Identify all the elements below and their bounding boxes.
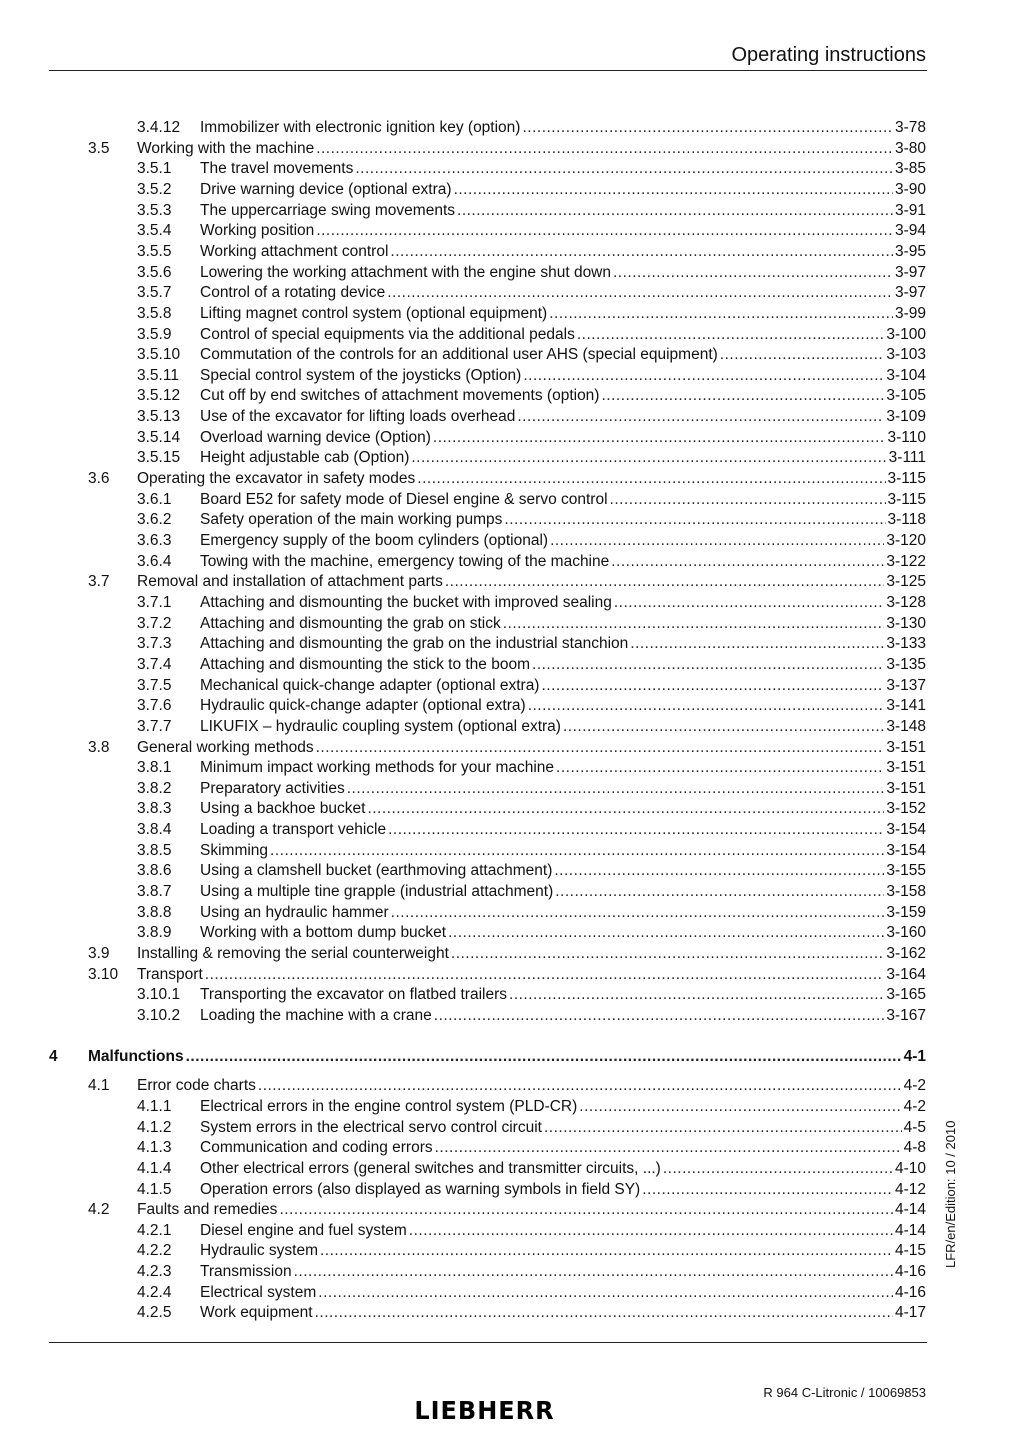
dot-leader — [451, 944, 884, 964]
toc-entry[interactable] — [0, 655, 1024, 675]
toc-entry-page: 3-97 — [894, 284, 926, 302]
toc-entry[interactable] — [0, 221, 1024, 241]
toc-entry-number: 3.8.7 — [137, 883, 172, 901]
toc-entry-page: 3-164 — [886, 965, 926, 983]
toc-entry[interactable] — [0, 283, 1024, 303]
dot-leader — [541, 676, 884, 696]
toc-entry-number: 3.8.6 — [137, 862, 172, 880]
toc-entry-page: 3-90 — [894, 180, 926, 198]
toc-entry[interactable] — [0, 903, 1024, 923]
toc-entry-number: 3.5.3 — [137, 201, 172, 219]
toc-entry[interactable] — [0, 490, 1024, 510]
dot-leader — [320, 1241, 893, 1261]
toc-entry-number: 4 — [49, 1047, 58, 1065]
logo-text: LIEBHERR — [414, 1396, 555, 1422]
toc-entry[interactable] — [0, 1118, 1024, 1138]
dot-leader — [186, 1047, 902, 1067]
toc-entry-number: 3.5.8 — [137, 304, 172, 322]
toc-entry-title: Malfunctions — [88, 1047, 184, 1065]
dot-leader — [411, 448, 886, 468]
dot-leader — [316, 221, 893, 241]
toc-entry-title: Working with a bottom dump bucket — [200, 924, 447, 942]
toc-entry-page: 4-8 — [903, 1139, 926, 1157]
dot-leader — [258, 1076, 902, 1096]
toc-entry-number: 3.7.4 — [137, 655, 172, 673]
toc-entry-title: Working with the machine — [137, 139, 315, 157]
toc-entry-title: Hydraulic system — [200, 1242, 318, 1260]
toc-entry[interactable] — [0, 799, 1024, 819]
dot-leader — [417, 469, 885, 489]
toc-entry-number: 4.1 — [88, 1077, 110, 1095]
toc-entry-number: 3.6.3 — [137, 532, 172, 549]
toc-entry-number: 3.5.12 — [137, 387, 181, 405]
toc-entry[interactable] — [0, 696, 1024, 716]
dot-leader — [522, 118, 893, 138]
toc-entry-title: Using a backhoe bucket — [200, 800, 366, 818]
toc-entry-page: 3-111 — [888, 449, 926, 467]
toc-entry[interactable] — [0, 325, 1024, 345]
toc-entry-page: 3-155 — [886, 862, 926, 880]
toc-entry-page: 4-2 — [903, 1077, 926, 1095]
toc-entry[interactable] — [0, 841, 1024, 861]
toc-entry-number: 3.5.13 — [137, 408, 181, 426]
toc-entry-title: Attaching and dismounting the bucket with improved sealing — [200, 593, 612, 611]
dot-leader — [663, 1159, 893, 1179]
toc-entry-page: 3-78 — [894, 119, 926, 136]
toc-entry-title: Other electrical errors (general switches and transmitter circuits, ...) — [200, 1159, 661, 1177]
toc-entry[interactable] — [0, 861, 1024, 881]
toc-entry[interactable] — [0, 965, 1024, 985]
toc-entry-page: 3-135 — [886, 655, 926, 673]
toc-entry-number: 3.7 — [88, 573, 110, 591]
toc-entry-number: 3.6.2 — [137, 511, 172, 529]
toc-entry[interactable] — [0, 345, 1024, 365]
dot-leader — [454, 180, 893, 200]
dot-leader — [355, 159, 893, 179]
toc-entry-page: 3-85 — [894, 160, 926, 178]
toc-entry[interactable] — [0, 1180, 1024, 1200]
toc-entry-page: 3-125 — [886, 573, 926, 591]
dot-leader — [347, 779, 885, 799]
toc-entry-page: 3-100 — [886, 325, 926, 343]
toc-entry-number: 3.5.6 — [137, 263, 172, 281]
toc-entry-title: System errors in the electrical servo control circuit — [200, 1118, 542, 1136]
toc-entry-page: 4-14 — [894, 1221, 926, 1239]
dot-leader — [316, 139, 893, 159]
toc-entry-title: Electrical errors in the engine control system (PLD-CR) — [200, 1097, 578, 1115]
toc-entry-page: 3-128 — [886, 593, 926, 611]
toc-entry-page: 3-165 — [886, 986, 926, 1004]
dot-leader — [549, 304, 893, 324]
toc-entry-number: 3.8.1 — [137, 759, 172, 777]
dot-leader — [517, 407, 884, 427]
dot-leader — [205, 965, 885, 985]
toc-entry-title: Error code charts — [137, 1077, 256, 1095]
toc-entry-title: General working methods — [137, 738, 314, 756]
toc-entry-page: 3-152 — [886, 800, 926, 818]
toc-entry-page: 3-141 — [886, 697, 926, 715]
toc-entry[interactable] — [0, 242, 1024, 262]
toc-entry[interactable] — [0, 1200, 1024, 1220]
toc-entry-page: 3-94 — [894, 222, 926, 240]
toc-entry-page: 3-104 — [886, 366, 926, 384]
toc-entry[interactable] — [0, 676, 1024, 696]
dot-leader — [509, 985, 884, 1005]
toc-entry-number: 3.7.3 — [137, 635, 172, 653]
dot-leader — [390, 242, 893, 262]
dot-leader — [563, 717, 884, 737]
toc-entry[interactable] — [0, 1047, 1024, 1067]
toc-entry[interactable] — [0, 985, 1024, 1005]
toc-entry[interactable] — [0, 118, 1024, 138]
dot-leader — [367, 799, 884, 819]
toc-entry-title: The uppercarriage swing movements — [200, 201, 456, 219]
toc-entry-title: Using a clamshell bucket (earthmoving attachment) — [200, 862, 553, 880]
toc-entry-title: Using an hydraulic hammer — [200, 903, 389, 921]
dot-leader — [523, 366, 884, 386]
toc-entry[interactable] — [0, 1006, 1024, 1026]
toc-entry-page: 4-15 — [894, 1242, 926, 1260]
dot-leader — [409, 1221, 893, 1241]
toc-entry-title: Loading the machine with a crane — [200, 1006, 432, 1024]
toc-entry-title: Working attachment control — [200, 242, 389, 260]
toc-entry-title: Attaching and dismounting the stick to the boom — [200, 655, 531, 673]
toc-entry-number: 3.5.11 — [137, 366, 179, 384]
toc-entry-title: Special control system of the joysticks (Option) — [200, 366, 522, 384]
dot-leader — [614, 593, 884, 613]
toc-entry[interactable] — [0, 1262, 1024, 1282]
toc-entry-title: The travel movements — [200, 160, 354, 178]
toc-entry-title: Cut off by end switches of attachment movements (option) — [200, 387, 600, 405]
toc-entry-title: Communication and coding errors — [200, 1139, 433, 1157]
toc-entry-title: Use of the excavator for lifting loads overhead — [200, 408, 516, 426]
toc-entry-number: 3.5.2 — [137, 180, 172, 198]
toc-entry-page: 3-118 — [887, 511, 926, 529]
dot-leader — [579, 1097, 901, 1117]
toc-entry[interactable] — [0, 820, 1024, 840]
toc-entry-number: 3.5.5 — [137, 242, 172, 260]
dot-leader — [270, 841, 884, 861]
toc-entry-page: 3-120 — [886, 532, 926, 549]
dot-leader — [294, 1262, 893, 1282]
toc-entry[interactable] — [0, 593, 1024, 613]
dot-leader — [610, 490, 886, 510]
toc-entry-title: Faults and remedies — [137, 1201, 278, 1219]
toc-entry-number: 3.7.1 — [137, 593, 172, 611]
toc-entry[interactable] — [0, 717, 1024, 737]
toc-entry-title: Attaching and dismounting the grab on the industrial stanchion — [200, 635, 629, 653]
toc-entry-title: Transport — [137, 965, 203, 983]
liebherr-logo — [403, 1396, 566, 1422]
toc-entry-title: Safety operation of the main working pumps — [200, 511, 503, 529]
toc-entry[interactable] — [0, 1241, 1024, 1261]
toc-entry-page: 3-151 — [886, 779, 926, 797]
toc-entry-page: 3-167 — [886, 1006, 926, 1024]
dot-leader — [457, 201, 893, 221]
toc-entry-title: Installing & removing the serial counterweight — [137, 945, 449, 962]
toc-entry-number: 4.1.5 — [137, 1180, 172, 1198]
toc-entry[interactable] — [0, 1283, 1024, 1303]
toc-entry[interactable] — [0, 779, 1024, 799]
toc-entry[interactable] — [0, 139, 1024, 159]
toc-entry-page: 3-162 — [886, 945, 926, 962]
toc-entry-page: 3-105 — [886, 387, 926, 405]
toc-entry-number: 3.6.1 — [137, 490, 172, 508]
toc-entry[interactable] — [0, 180, 1024, 200]
toc-entry-number: 3.4.12 — [137, 119, 181, 136]
toc-entry-title: Diesel engine and fuel system — [200, 1221, 407, 1239]
dot-leader — [503, 614, 885, 634]
toc-entry-title: Commutation of the controls for an additional user AHS (special equipment) — [200, 346, 718, 364]
toc-entry[interactable] — [0, 510, 1024, 530]
toc-entry[interactable] — [0, 263, 1024, 283]
toc-entry-page: 3-148 — [886, 717, 926, 735]
toc-entry-number: 4.2.5 — [137, 1304, 172, 1322]
toc-entry[interactable] — [0, 1303, 1024, 1323]
toc-entry-title: Emergency supply of the boom cylinders (optional) — [200, 532, 549, 549]
toc-entry-number: 3.5.15 — [137, 449, 181, 467]
toc-entry-page: 3-158 — [886, 883, 926, 901]
toc-entry-page: 3-133 — [886, 635, 926, 653]
toc-entry-page: 3-99 — [894, 304, 926, 322]
dot-leader — [554, 861, 884, 881]
toc-entry-title: Transmission — [200, 1263, 292, 1281]
toc-entry-number: 4.2 — [88, 1201, 110, 1219]
dot-leader — [720, 345, 885, 365]
toc-entry-number: 3.8.2 — [137, 779, 172, 797]
toc-entry-number: 3.5.1 — [137, 160, 172, 178]
toc-entry-number: 4.2.3 — [137, 1263, 172, 1281]
dot-leader — [315, 1303, 893, 1323]
dot-leader — [601, 386, 884, 406]
toc-entry-page: 3-160 — [886, 924, 926, 942]
document-reference: R 964 C-Litronic / 10069853 — [763, 1385, 926, 1400]
toc-entry-title: Height adjustable cab (Option) — [200, 449, 410, 467]
toc-entry-page: 3-109 — [886, 408, 926, 426]
toc-entry-number: 3.8 — [88, 738, 110, 756]
toc-entry-page: 3-115 — [887, 490, 926, 508]
toc-entry-page: 4-5 — [903, 1118, 926, 1136]
dot-leader — [435, 1138, 902, 1158]
toc-entry-title: Overload warning device (Option) — [200, 428, 431, 446]
toc-entry-number: 4.2.4 — [137, 1283, 172, 1301]
toc-entry-title: Transporting the excavator on flatbed trailers — [200, 986, 508, 1004]
toc-entry-page: 3-154 — [886, 821, 926, 839]
toc-entry-number: 3.10.1 — [137, 986, 181, 1004]
toc-entry-page: 3-115 — [887, 470, 926, 488]
toc-entry-title: Minimum impact working methods for your machine — [200, 759, 555, 777]
dot-leader — [613, 263, 893, 283]
dot-leader — [555, 882, 884, 902]
page-header-title: Operating instructions — [731, 44, 926, 66]
toc-entry[interactable] — [0, 159, 1024, 179]
toc-entry-title: Towing with the machine, emergency towing of the machine — [200, 552, 610, 570]
toc-entry-number: 3.8.3 — [137, 800, 172, 818]
toc-entry-page: 3-103 — [886, 346, 926, 364]
toc-entry-number: 3.5.10 — [137, 346, 181, 364]
toc-entry-title: Lifting magnet control system (optional equipment) — [200, 304, 548, 322]
toc-entry-title: Working position — [200, 222, 315, 240]
dot-leader — [642, 1180, 893, 1200]
toc-entry-title: Skimming — [200, 841, 269, 859]
toc-entry-number: 3.5.14 — [137, 428, 181, 446]
toc-entry[interactable] — [0, 614, 1024, 634]
header-rule — [49, 70, 927, 71]
toc-entry[interactable] — [0, 201, 1024, 221]
toc-entry-title: Attaching and dismounting the grab on stick — [200, 614, 501, 632]
toc-entry[interactable] — [0, 634, 1024, 654]
dot-leader — [391, 903, 885, 923]
toc-entry-page: 4-1 — [903, 1047, 926, 1065]
toc-entry[interactable] — [0, 552, 1024, 572]
toc-entry-page: 3-137 — [886, 676, 926, 694]
toc-entry-page: 3-110 — [887, 428, 926, 446]
toc-entry[interactable] — [0, 386, 1024, 406]
toc-entry-number: 3.5.4 — [137, 222, 172, 240]
dot-leader — [556, 758, 884, 778]
dot-leader — [504, 510, 885, 530]
toc-entry-page: 4-14 — [894, 1201, 926, 1219]
toc-entry-title: Removal and installation of attachment parts — [137, 573, 443, 591]
toc-entry-title: Work equipment — [200, 1304, 313, 1322]
toc-entry[interactable] — [0, 738, 1024, 758]
toc-entry[interactable] — [0, 944, 1024, 964]
toc-entry-title: Electrical system — [200, 1283, 317, 1301]
toc-entry-number: 4.1.1 — [137, 1097, 172, 1115]
toc-entry-number: 3.7.6 — [137, 697, 172, 715]
toc-entry[interactable] — [0, 407, 1024, 427]
toc-entry-page: 3-151 — [886, 759, 926, 777]
toc-entry-page: 4-17 — [894, 1304, 926, 1322]
toc-entry-number: 3.5 — [88, 139, 110, 157]
toc-entry-page: 4-16 — [894, 1283, 926, 1301]
toc-entry[interactable] — [0, 1138, 1024, 1158]
dot-leader — [318, 1283, 893, 1303]
toc-entry-title: Board E52 for safety mode of Diesel engine & servo control — [200, 490, 608, 508]
dot-leader — [279, 1200, 893, 1220]
toc-entry-title: LIKUFIX – hydraulic coupling system (optional extra) — [200, 717, 561, 735]
toc-entry-title: Hydraulic quick-change adapter (optional extra) — [200, 697, 526, 715]
toc-entry-page: 3-97 — [894, 263, 926, 281]
toc-entry[interactable] — [0, 1159, 1024, 1179]
dot-leader — [611, 552, 884, 572]
toc-entry-number: 4.2.1 — [137, 1221, 172, 1239]
toc-entry-number: 4.2.2 — [137, 1242, 172, 1260]
toc-entry-title: Immobilizer with electronic ignition key (option) — [200, 119, 521, 136]
toc-entry-page: 3-154 — [886, 841, 926, 859]
dot-leader — [316, 738, 885, 758]
toc-entry-number: 3.7.5 — [137, 676, 172, 694]
toc-entry-page: 4-12 — [894, 1180, 926, 1198]
toc-entry-number: 3.7.7 — [137, 717, 172, 735]
toc-entry-title: Mechanical quick-change adapter (optional extra) — [200, 676, 540, 694]
dot-leader — [544, 1118, 902, 1138]
toc-entry-page: 3-95 — [894, 242, 926, 260]
toc-entry-title: Control of a rotating device — [200, 284, 386, 302]
toc-entry[interactable] — [0, 366, 1024, 386]
toc-entry[interactable] — [0, 469, 1024, 489]
dot-leader — [388, 820, 884, 840]
toc-entry-number: 4.1.4 — [137, 1159, 172, 1177]
toc-entry-title: Operating the excavator in safety modes — [137, 470, 416, 488]
toc-entry-number: 3.8.8 — [137, 903, 172, 921]
dot-leader — [445, 572, 884, 592]
toc-entry-number: 3.6 — [88, 470, 110, 488]
toc-entry-number: 3.5.9 — [137, 325, 172, 343]
dot-leader — [387, 283, 893, 303]
toc-entry-number: 3.5.7 — [137, 284, 172, 302]
footer-rule — [49, 1342, 927, 1343]
toc-entry[interactable] — [0, 1097, 1024, 1117]
dot-leader — [577, 325, 885, 345]
toc-entry-title: Using a multiple tine grapple (industrial attachment) — [200, 883, 554, 901]
toc-entry-number: 3.7.2 — [137, 614, 172, 632]
toc-entry[interactable] — [0, 882, 1024, 902]
dot-leader — [448, 923, 884, 943]
toc-entry-page: 4-16 — [894, 1263, 926, 1281]
dot-leader — [630, 634, 884, 654]
toc-entry-page: 3-91 — [894, 201, 926, 219]
toc-entry[interactable] — [0, 758, 1024, 778]
toc-entry-title: Lowering the working attachment with the engine shut down — [200, 263, 611, 281]
toc-entry-title: Control of special equipments via the additional pedals — [200, 325, 575, 343]
edition-label: LFR/en/Edition: 10 / 2010 — [943, 1120, 958, 1268]
toc-entry-number: 4.1.3 — [137, 1139, 172, 1157]
toc-entry-title: Loading a transport vehicle — [200, 821, 387, 839]
toc-entry-number: 3.8.4 — [137, 821, 172, 839]
toc-entry-title: Operation errors (also displayed as warning symbols in field SY) — [200, 1180, 641, 1198]
toc-entry-number: 3.6.4 — [137, 552, 172, 570]
toc-entry[interactable] — [0, 1221, 1024, 1241]
toc-entry[interactable] — [0, 923, 1024, 943]
toc-entry-page: 4-2 — [903, 1097, 926, 1115]
toc-entry-page: 3-122 — [886, 552, 926, 570]
dot-leader — [434, 1006, 885, 1026]
toc-entry-title: Preparatory activities — [200, 779, 345, 797]
toc-entry-number: 3.9 — [88, 945, 110, 962]
dot-leader — [528, 696, 885, 716]
dot-leader — [550, 531, 884, 551]
toc-entry-page: 3-80 — [894, 139, 926, 157]
toc-entry[interactable] — [0, 531, 1024, 551]
toc-entry[interactable] — [0, 304, 1024, 324]
toc-entry-page: 3-151 — [886, 738, 926, 756]
toc-entry-number: 3.8.9 — [137, 924, 172, 942]
toc-entry-title: Drive warning device (optional extra) — [200, 180, 452, 198]
toc-entry-number: 4.1.2 — [137, 1118, 172, 1136]
toc-entry[interactable] — [0, 1076, 1024, 1096]
toc-entry[interactable] — [0, 572, 1024, 592]
toc-entry-number: 3.10.2 — [137, 1006, 181, 1024]
dot-leader — [532, 655, 884, 675]
dot-leader — [433, 428, 886, 448]
toc-entry[interactable] — [0, 428, 1024, 448]
toc-entry-page: 3-159 — [886, 903, 926, 921]
toc-entry-number: 3.10 — [88, 965, 119, 983]
toc-entry-page: 4-10 — [894, 1159, 926, 1177]
toc-entry-page: 3-130 — [886, 614, 926, 632]
toc-entry-number: 3.8.5 — [137, 841, 172, 859]
toc-entry[interactable] — [0, 448, 1024, 468]
